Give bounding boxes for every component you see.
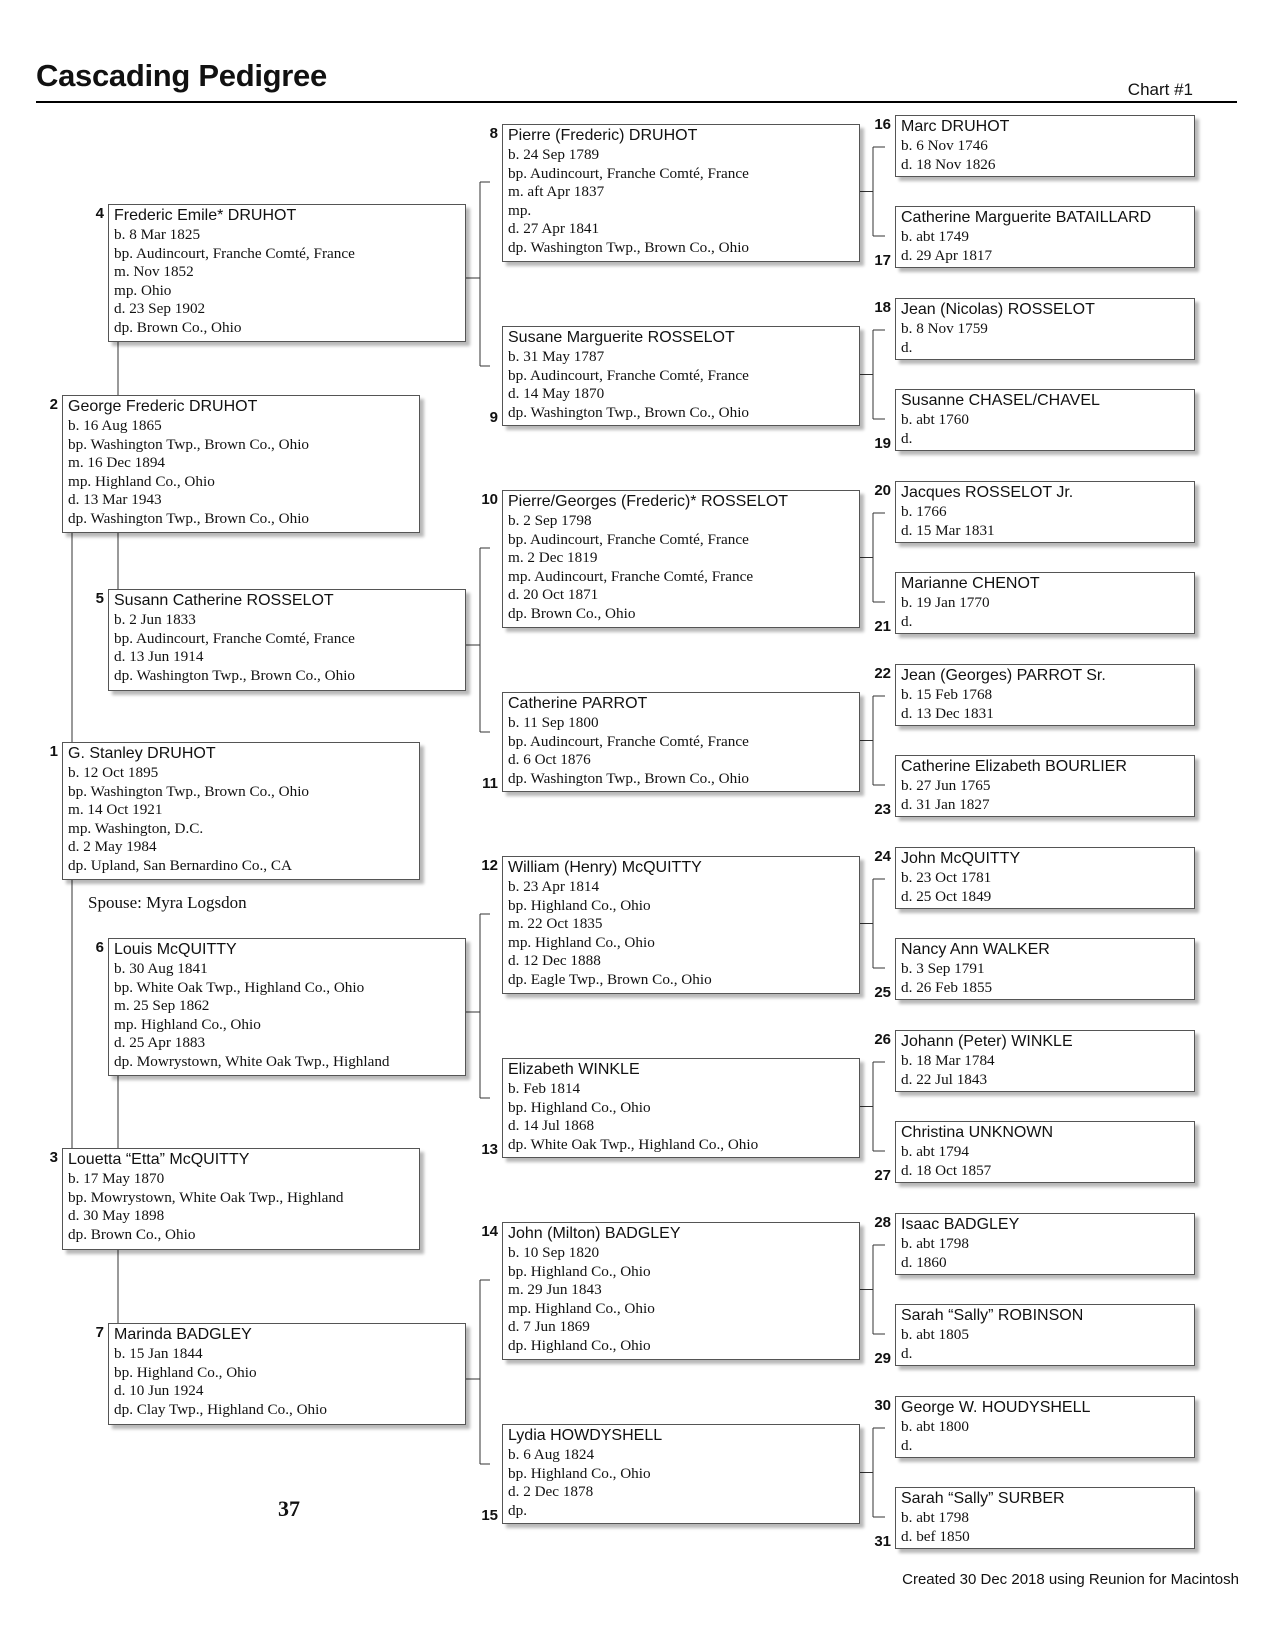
- person-detail: d. 30 May 1898: [68, 1207, 165, 1224]
- person-box-1: [62, 742, 420, 880]
- person-box-25: [895, 938, 1195, 1000]
- ancestor-number: 24: [874, 848, 891, 865]
- footer-credit: Created 30 Dec 2018 using Reunion for Macintosh: [902, 1571, 1239, 1588]
- person-detail: d.: [901, 338, 913, 356]
- person-name: George Frederic DRUHOT: [68, 398, 258, 415]
- person-detail: dp. Upland, San Bernardino Co., CA: [68, 856, 292, 874]
- ancestor-number: 4: [95, 205, 104, 222]
- person-detail: b. 23 Oct 1781: [901, 869, 992, 886]
- ancestor-number: 15: [481, 1507, 498, 1524]
- person-detail: b. 31 May 1787: [508, 348, 605, 365]
- person-detail: d. 25 Apr 1883: [114, 1034, 206, 1051]
- person-detail: b. 15 Jan 1844: [114, 1345, 203, 1362]
- person-detail: m. Nov 1852: [114, 263, 194, 280]
- person-box-9: [502, 326, 860, 426]
- person-detail: b. 27 Jun 1765: [901, 777, 991, 794]
- ancestor-number: 13: [481, 1141, 498, 1158]
- person-detail: mp. Audincourt, Franche Comté, France: [508, 567, 754, 585]
- person-detail: m. 29 Jun 1843: [508, 1281, 602, 1298]
- ancestor-number: 8: [489, 125, 498, 142]
- person-detail: mp. Washington, D.C.: [68, 819, 204, 837]
- person-name: Christina UNKNOWN: [901, 1124, 1054, 1141]
- person-detail: d. 18 Nov 1826: [901, 155, 996, 173]
- person-detail: b. abt 1749: [901, 228, 969, 245]
- person-detail: dp. Washington Twp., Brown Co., Ohio: [508, 238, 750, 256]
- ancestor-number: 12: [481, 857, 498, 874]
- person-detail: b. abt 1760: [901, 411, 969, 428]
- person-detail: d.: [901, 612, 913, 630]
- person-name: Frederic Emile* DRUHOT: [114, 207, 297, 224]
- person-detail: bp. Highland Co., Ohio: [508, 1098, 651, 1116]
- person-detail: b. 24 Sep 1789: [508, 146, 600, 163]
- person-name: Jean (Georges) PARROT Sr.: [901, 667, 1106, 684]
- person-detail: m. aft Apr 1837: [508, 183, 605, 200]
- person-detail: b. 8 Mar 1825: [114, 226, 201, 243]
- person-detail: d. 2 Dec 1878: [508, 1483, 594, 1500]
- person-detail: d. 1860: [901, 1253, 947, 1271]
- person-detail: dp. Washington Twp., Brown Co., Ohio: [508, 403, 750, 421]
- person-detail: b. Feb 1814: [508, 1080, 581, 1097]
- person-detail: m. 25 Sep 1862: [114, 997, 210, 1014]
- person-box-20: [895, 481, 1195, 543]
- ancestor-number: 5: [95, 590, 104, 607]
- person-detail: d. 31 Jan 1827: [901, 795, 990, 813]
- person-detail: d. 22 Jul 1843: [901, 1070, 988, 1088]
- person-detail: d.: [901, 429, 913, 447]
- ancestor-number: 20: [874, 482, 891, 499]
- person-detail: bp. Highland Co., Ohio: [508, 1262, 651, 1280]
- person-box-15: [502, 1424, 860, 1524]
- person-box-11: [502, 692, 860, 792]
- ancestor-number: 27: [874, 1167, 891, 1184]
- person-box-10: [502, 490, 860, 628]
- person-detail: b. 8 Nov 1759: [901, 320, 988, 337]
- person-detail: dp. Washington Twp., Brown Co., Ohio: [508, 769, 750, 787]
- person-box-14: [502, 1222, 860, 1360]
- person-detail: b. 11 Sep 1800: [508, 714, 599, 731]
- person-name: Lydia HOWDYSHELL: [508, 1427, 663, 1444]
- person-detail: d. 14 Jul 1868: [508, 1117, 595, 1134]
- person-detail: m. 2 Dec 1819: [508, 549, 598, 566]
- ancestor-number: 3: [49, 1149, 58, 1166]
- person-name: Susanne CHASEL/CHAVEL: [901, 392, 1100, 409]
- person-detail: d.: [901, 1436, 913, 1454]
- ancestor-number: 1: [49, 743, 58, 760]
- ancestor-number: 2: [49, 396, 58, 413]
- ancestor-number: 17: [874, 252, 891, 269]
- person-detail: dp. Brown Co., Ohio: [68, 1225, 196, 1243]
- person-detail: mp.: [508, 201, 532, 219]
- person-box-6: [108, 938, 466, 1076]
- person-box-27: [895, 1121, 1195, 1183]
- person-box-13: [502, 1058, 860, 1158]
- person-name: John McQUITTY: [901, 850, 1021, 867]
- person-detail: d. 6 Oct 1876: [508, 751, 591, 768]
- person-name: Marianne CHENOT: [901, 575, 1040, 592]
- spouse-note: Spouse: Myra Logsdon: [88, 893, 247, 912]
- person-name: Isaac BADGLEY: [901, 1216, 1020, 1233]
- person-box-28: [895, 1213, 1195, 1275]
- person-box-16: [895, 115, 1195, 177]
- person-box-30: [895, 1396, 1195, 1458]
- person-name: G. Stanley DRUHOT: [68, 745, 216, 762]
- ancestor-number: 19: [874, 435, 891, 452]
- person-box-24: [895, 847, 1195, 909]
- person-detail: d. bef 1850: [901, 1527, 970, 1545]
- person-detail: mp. Ohio: [114, 281, 172, 299]
- person-box-2: [62, 395, 420, 533]
- person-detail: b. abt 1794: [901, 1143, 969, 1160]
- person-box-21: [895, 572, 1195, 634]
- person-detail: mp. Highland Co., Ohio: [114, 1015, 261, 1033]
- person-detail: d. 27 Apr 1841: [508, 220, 600, 237]
- person-name: Jean (Nicolas) ROSSELOT: [901, 301, 1095, 318]
- person-name: Sarah “Sally” ROBINSON: [901, 1307, 1084, 1324]
- ancestor-number: 22: [874, 665, 891, 682]
- person-detail: mp. Highland Co., Ohio: [68, 472, 215, 490]
- person-detail: dp. Mowrystown, White Oak Twp., Highland: [114, 1052, 390, 1070]
- person-detail: d. 7 Jun 1869: [508, 1318, 590, 1335]
- person-detail: d. 23 Sep 1902: [114, 300, 206, 317]
- person-detail: b. 1766: [901, 503, 947, 520]
- person-detail: dp. Brown Co., Ohio: [114, 318, 242, 336]
- person-detail: m. 22 Oct 1835: [508, 915, 603, 932]
- person-name: Pierre (Frederic) DRUHOT: [508, 127, 698, 144]
- ancestor-number: 29: [874, 1350, 891, 1367]
- person-detail: b. 2 Jun 1833: [114, 611, 196, 628]
- person-box-26: [895, 1030, 1195, 1092]
- person-name: Susann Catherine ROSSELOT: [114, 592, 334, 609]
- person-detail: bp. Highland Co., Ohio: [114, 1363, 257, 1381]
- person-box-5: [108, 589, 466, 691]
- person-name: William (Henry) McQUITTY: [508, 859, 702, 876]
- person-detail: dp. Washington Twp., Brown Co., Ohio: [114, 666, 356, 684]
- page-number: 37: [278, 1496, 300, 1521]
- person-detail: b. abt 1798: [901, 1235, 969, 1252]
- person-detail: b. 10 Sep 1820: [508, 1244, 600, 1261]
- ancestor-number: 30: [874, 1397, 891, 1414]
- ancestor-number: 16: [874, 116, 891, 133]
- person-detail: d. 25 Oct 1849: [901, 887, 992, 905]
- person-box-23: [895, 755, 1195, 817]
- person-detail: b. 12 Oct 1895: [68, 764, 159, 781]
- person-box-7: [108, 1323, 466, 1425]
- person-detail: m. 16 Dec 1894: [68, 454, 166, 471]
- person-name: Catherine Marguerite BATAILLARD: [901, 209, 1152, 226]
- person-name: Johann (Peter) WINKLE: [901, 1033, 1073, 1050]
- person-name: Susane Marguerite ROSSELOT: [508, 329, 735, 346]
- ancestor-number: 14: [481, 1223, 498, 1240]
- ancestor-number: 9: [489, 409, 498, 426]
- person-box-3: [62, 1148, 420, 1250]
- person-detail: m. 14 Oct 1921: [68, 801, 163, 818]
- person-name: Marinda BADGLEY: [114, 1326, 252, 1343]
- person-name: Catherine Elizabeth BOURLIER: [901, 758, 1127, 775]
- person-box-22: [895, 664, 1195, 726]
- person-detail: d. 13 Jun 1914: [114, 648, 204, 665]
- person-detail: bp. Highland Co., Ohio: [508, 1464, 651, 1482]
- person-detail: dp. Eagle Twp., Brown Co., Ohio: [508, 970, 712, 988]
- person-detail: bp. Audincourt, Franche Comté, France: [114, 244, 355, 262]
- person-name: Jacques ROSSELOT Jr.: [901, 484, 1074, 501]
- person-detail: b. 15 Feb 1768: [901, 686, 993, 703]
- person-detail: d. 2 May 1984: [68, 838, 157, 855]
- person-detail: b. abt 1805: [901, 1326, 969, 1343]
- person-detail: d. 13 Mar 1943: [68, 491, 162, 508]
- person-detail: dp. Clay Twp., Highland Co., Ohio: [114, 1400, 327, 1418]
- person-name: Catherine PARROT: [508, 695, 648, 712]
- ancestor-number: 26: [874, 1031, 891, 1048]
- person-name: Louetta “Etta” McQUITTY: [68, 1151, 250, 1168]
- person-detail: d. 15 Mar 1831: [901, 521, 995, 539]
- person-box-29: [895, 1304, 1195, 1366]
- person-detail: bp. Audincourt, Franche Comté, France: [508, 530, 749, 548]
- person-detail: dp. Brown Co., Ohio: [508, 604, 636, 622]
- person-name: Elizabeth WINKLE: [508, 1061, 640, 1078]
- ancestor-number: 31: [874, 1533, 891, 1550]
- person-detail: b. 19 Jan 1770: [901, 594, 990, 611]
- person-name: Louis McQUITTY: [114, 941, 237, 958]
- person-detail: dp. White Oak Twp., Highland Co., Ohio: [508, 1135, 759, 1153]
- person-name: John (Milton) BADGLEY: [508, 1225, 681, 1242]
- person-detail: b. 23 Apr 1814: [508, 878, 600, 895]
- person-detail: dp.: [508, 1501, 527, 1519]
- person-detail: b. 2 Sep 1798: [508, 512, 592, 529]
- person-name: Nancy Ann WALKER: [901, 941, 1050, 958]
- ancestor-number: 7: [95, 1324, 104, 1341]
- person-detail: bp. Washington Twp., Brown Co., Ohio: [68, 435, 310, 453]
- person-detail: d. 12 Dec 1888: [508, 952, 601, 969]
- person-name: Marc DRUHOT: [901, 118, 1010, 135]
- person-detail: bp. Audincourt, Franche Comté, France: [508, 732, 749, 750]
- person-detail: b. 6 Aug 1824: [508, 1446, 595, 1463]
- ancestor-number: 10: [481, 491, 498, 508]
- person-detail: bp. Audincourt, Franche Comté, France: [114, 629, 355, 647]
- person-detail: b. abt 1800: [901, 1418, 969, 1435]
- ancestor-number: 18: [874, 299, 891, 316]
- person-detail: d. 29 Apr 1817: [901, 246, 993, 264]
- person-detail: dp. Highland Co., Ohio: [508, 1336, 651, 1354]
- person-detail: bp. Mowrystown, White Oak Twp., Highland: [68, 1188, 344, 1206]
- person-detail: b. abt 1798: [901, 1509, 969, 1526]
- person-detail: d. 13 Dec 1831: [901, 704, 994, 722]
- person-detail: dp. Washington Twp., Brown Co., Ohio: [68, 509, 310, 527]
- person-detail: b. 6 Nov 1746: [901, 137, 988, 154]
- person-box-19: [895, 389, 1195, 451]
- person-detail: d.: [901, 1344, 913, 1362]
- person-name: Pierre/Georges (Frederic)* ROSSELOT: [508, 493, 789, 510]
- person-detail: mp. Highland Co., Ohio: [508, 933, 655, 951]
- person-box-4: [108, 204, 466, 342]
- person-detail: d. 10 Jun 1924: [114, 1382, 204, 1399]
- person-detail: b. 16 Aug 1865: [68, 417, 162, 434]
- person-detail: b. 17 May 1870: [68, 1170, 165, 1187]
- ancestor-number: 28: [874, 1214, 891, 1231]
- person-detail: b. 3 Sep 1791: [901, 960, 985, 977]
- ancestor-number: 11: [482, 775, 498, 792]
- person-detail: bp. Washington Twp., Brown Co., Ohio: [68, 782, 310, 800]
- chart-number: Chart #1: [1127, 80, 1193, 99]
- person-detail: bp. Highland Co., Ohio: [508, 896, 651, 914]
- person-box-12: [502, 856, 860, 994]
- person-detail: mp. Highland Co., Ohio: [508, 1299, 655, 1317]
- person-detail: d. 18 Oct 1857: [901, 1161, 992, 1179]
- person-name: George W. HOUDYSHELL: [901, 1399, 1091, 1416]
- person-detail: bp. Audincourt, Franche Comté, France: [508, 366, 749, 384]
- person-detail: bp. White Oak Twp., Highland Co., Ohio: [114, 978, 365, 996]
- ancestor-number: 25: [874, 984, 891, 1001]
- person-detail: d. 26 Feb 1855: [901, 978, 993, 996]
- person-detail: b. 18 Mar 1784: [901, 1052, 995, 1069]
- person-box-17: [895, 206, 1195, 268]
- person-box-8: [502, 124, 860, 262]
- ancestor-number: 23: [874, 801, 891, 818]
- chart-title: Cascading Pedigree: [36, 58, 327, 93]
- person-detail: b. 30 Aug 1841: [114, 960, 208, 977]
- person-name: Sarah “Sally” SURBER: [901, 1490, 1065, 1507]
- ancestor-number: 21: [874, 618, 891, 635]
- person-box-31: [895, 1487, 1195, 1549]
- person-detail: d. 14 May 1870: [508, 385, 605, 402]
- person-box-18: [895, 298, 1195, 360]
- person-detail: bp. Audincourt, Franche Comté, France: [508, 164, 749, 182]
- person-detail: d. 20 Oct 1871: [508, 586, 599, 603]
- ancestor-number: 6: [95, 939, 104, 956]
